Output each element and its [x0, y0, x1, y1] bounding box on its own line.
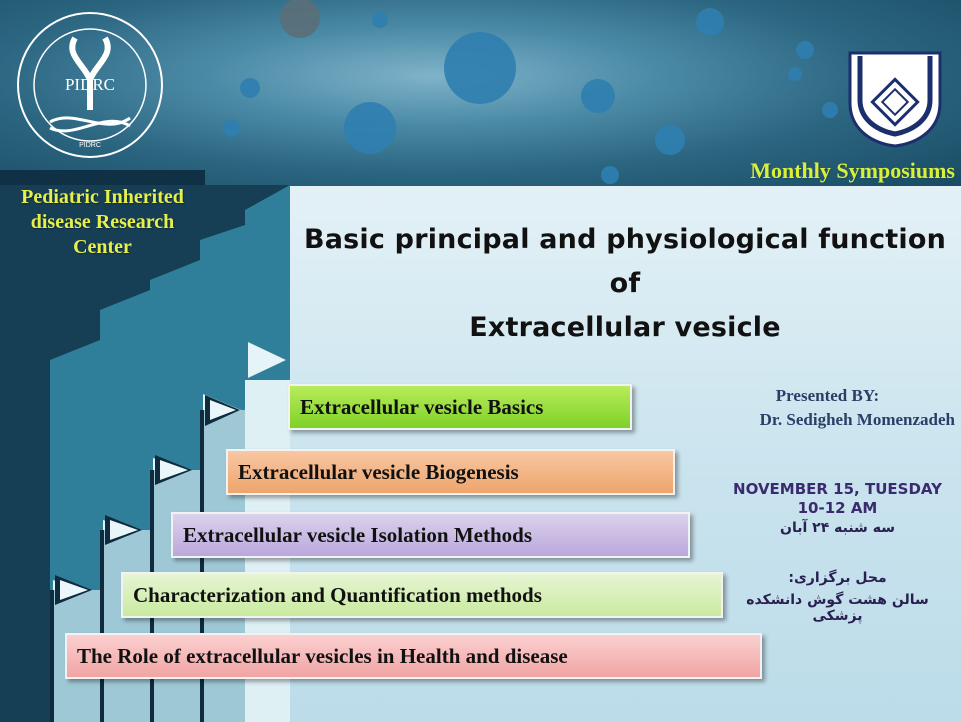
topic-box-3: Extracellular vesicle Isolation Methods [171, 512, 690, 558]
title-line-2: Extracellular vesicle [469, 312, 781, 343]
title-line-1: Basic principal and physiological function of [303, 224, 947, 299]
pidrc-logo [15, 10, 165, 160]
page-title [290, 218, 960, 350]
logo-small-text: PIDRC [79, 142, 101, 149]
center-name-line-1: Pediatric Inherited [21, 186, 184, 208]
center-name-line-2: disease Research [30, 211, 175, 233]
event-date-persian: سه شنبه ۲۴ آبان [780, 520, 895, 536]
venue-label: محل برگزاری: [788, 570, 887, 586]
topic-box-4: Characterization and Quantification methods [121, 572, 723, 618]
presented-by-label: Presented BY: [775, 386, 880, 405]
venue: سالن هشت گوش دانشکده پزشکی [746, 592, 929, 624]
topic-box-5: The Role of extracellular vesicles in Health and disease [65, 633, 762, 679]
center-name-line-3: Center [73, 236, 132, 258]
presenter-name: Dr. Sedigheh Momenzadeh [759, 410, 955, 429]
logo-acronym: PIDRC [64, 75, 116, 94]
center-name [0, 185, 205, 260]
series-title: Monthly Symposiums [750, 158, 955, 183]
event-time: 10-12 AM [797, 499, 878, 517]
topic-box-2: Extracellular vesicle Biogenesis [226, 449, 675, 495]
event-date: NOVEMBER 15, TUESDAY [733, 480, 942, 498]
university-seal-icon [845, 48, 945, 148]
topic-box-1: Extracellular vesicle Basics [288, 384, 632, 430]
